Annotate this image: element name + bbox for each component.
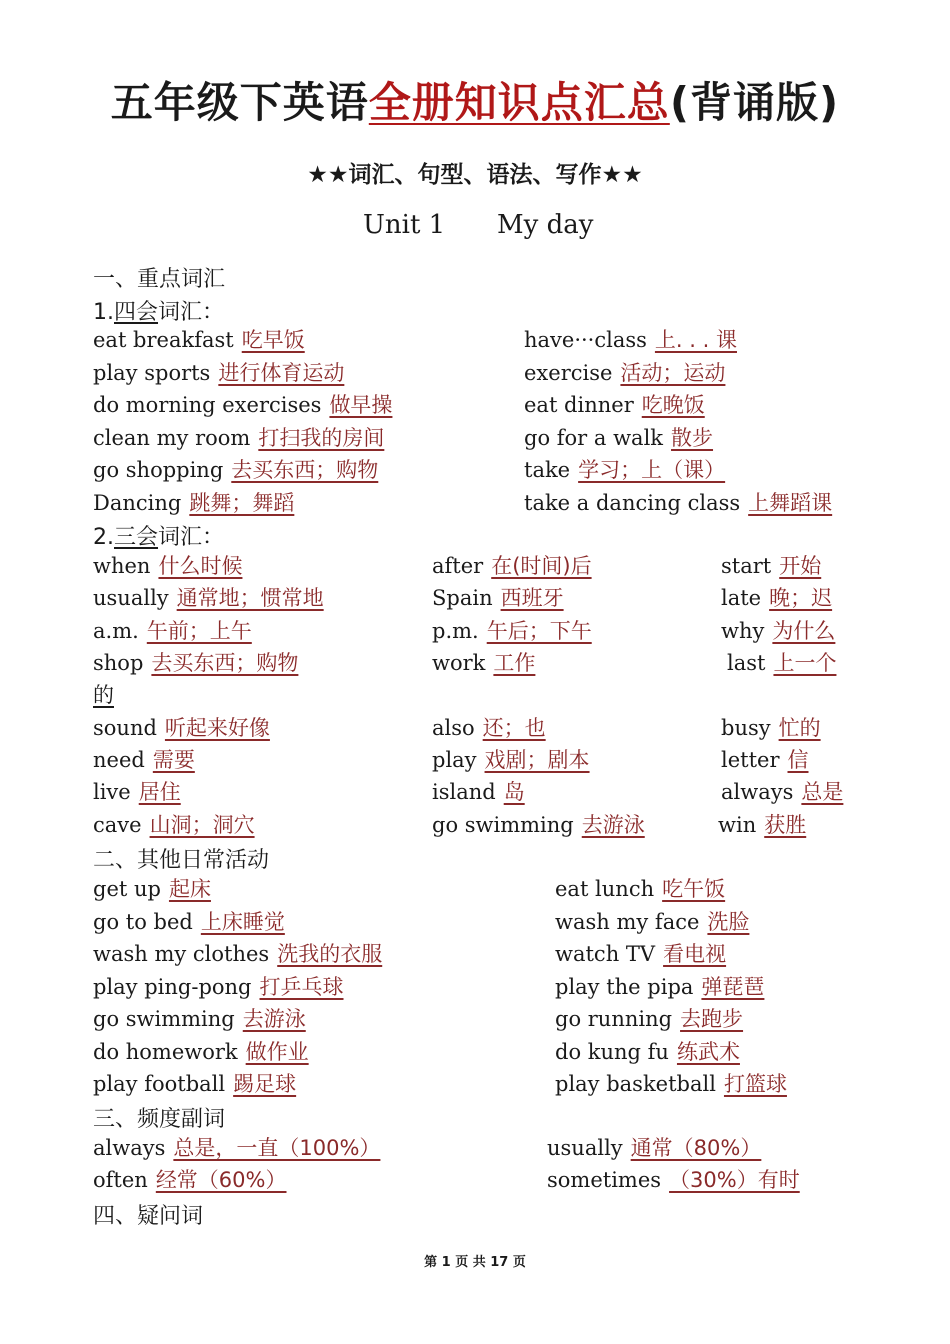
english-term: watch TV	[555, 942, 656, 966]
chinese-meaning: 吃晚饭	[641, 393, 705, 417]
chinese-meaning: 总是，一直（100%）	[173, 1136, 381, 1160]
english-term: eat breakfast	[93, 328, 234, 352]
vocab-entry	[93, 359, 344, 387]
chinese-meaning: 做作业	[245, 1039, 309, 1064]
unit-name: My day	[497, 210, 594, 240]
chinese-meaning: 上舞蹈课	[748, 490, 833, 515]
chinese-meaning: 进行体育运动	[218, 360, 345, 385]
english-term: exercise	[524, 360, 613, 385]
english-term: Dancing	[93, 490, 182, 515]
vocab-entry	[93, 1005, 306, 1033]
english-term: play	[432, 748, 477, 772]
vocab-entry	[93, 1038, 309, 1066]
english-term: shop	[93, 651, 144, 675]
document-subtitle: ★★词汇、句型、语法、写作★★	[307, 162, 643, 188]
english-term: need	[93, 748, 145, 772]
english-term: do homework	[93, 1039, 238, 1064]
vocab-entry	[721, 746, 809, 774]
english-term: when	[93, 554, 151, 578]
vocab-entry	[93, 714, 270, 742]
chinese-meaning: 午前；上午	[146, 619, 252, 643]
chinese-meaning: 吃早饭	[241, 328, 305, 352]
vocab-entry	[432, 811, 645, 839]
section-heading-frequency: 三、频度副词	[93, 1107, 226, 1132]
english-term: do morning exercises	[93, 393, 322, 417]
vocab-entry	[93, 1070, 296, 1098]
english-term: work	[432, 651, 486, 675]
english-term: go running	[555, 1007, 673, 1031]
vocab-entry	[721, 778, 843, 806]
english-term: cave	[93, 813, 142, 837]
english-term: win	[718, 813, 757, 837]
vocab-entry	[524, 424, 713, 452]
chinese-meaning: 练武术	[676, 1039, 740, 1064]
english-term: last	[727, 651, 766, 675]
vocab-entry	[93, 681, 114, 709]
vocab-entry	[555, 1005, 743, 1033]
chinese-meaning: 去跑步	[680, 1007, 744, 1031]
english-term: sound	[93, 716, 157, 740]
english-term: go to bed	[93, 909, 193, 934]
chinese-meaning: 吃午饭	[662, 877, 726, 901]
english-term: play ping-pong	[93, 974, 252, 999]
vocab-entry	[432, 552, 592, 580]
chinese-meaning: 岛	[503, 780, 525, 804]
chinese-meaning: 打扫我的房间	[258, 425, 385, 450]
vocab-entry	[524, 391, 705, 419]
chinese-meaning: 戏剧；剧本	[484, 748, 590, 772]
english-term: often	[93, 1168, 148, 1192]
chinese-meaning: 山洞；洞穴	[149, 813, 255, 837]
vocab-entry	[93, 778, 181, 806]
english-term: busy	[721, 716, 771, 740]
chinese-meaning: 去游泳	[581, 813, 645, 837]
chinese-meaning: 活动；运动	[620, 360, 726, 385]
english-term: get up	[93, 877, 161, 901]
english-term: have···class	[524, 328, 647, 352]
vocab-entry	[93, 424, 384, 452]
english-term: also	[432, 716, 475, 740]
vocab-entry	[718, 811, 806, 839]
section-heading-three-skill: 2.三会词汇：	[93, 525, 225, 550]
english-term: play sports	[93, 360, 211, 385]
english-term: always	[721, 780, 794, 804]
vocab-entry	[93, 908, 285, 936]
chinese-meaning: 什么时候	[158, 554, 243, 578]
vocab-entry	[93, 584, 324, 612]
english-term: go shopping	[93, 458, 224, 482]
chinese-meaning: 打乒乓球	[259, 974, 344, 999]
vocab-entry	[524, 456, 725, 484]
english-term: wash my face	[555, 909, 700, 934]
vocab-entry	[524, 326, 737, 354]
english-term: Spain	[432, 586, 493, 610]
chinese-meaning: 跳舞；舞蹈	[189, 490, 295, 515]
chinese-meaning: 西班牙	[500, 586, 564, 610]
vocab-entry	[93, 649, 298, 677]
chinese-meaning: 为什么	[772, 619, 836, 643]
vocab-entry	[432, 649, 535, 677]
chinese-meaning: 上. . . 课	[654, 328, 737, 352]
english-term: a.m.	[93, 619, 139, 643]
english-term: take a dancing class	[524, 490, 741, 515]
english-term: usually	[547, 1136, 623, 1160]
vocab-entry	[555, 940, 726, 968]
english-term: go for a walk	[524, 425, 664, 450]
english-term: wash my clothes	[93, 942, 270, 966]
chinese-meaning: 需要	[152, 748, 195, 772]
chinese-meaning: 经常（60%）	[155, 1168, 287, 1192]
english-term: usually	[93, 586, 169, 610]
english-term: after	[432, 554, 484, 578]
section-heading-daily-activities: 二、其他日常活动	[93, 848, 270, 873]
chinese-meaning: 学习；上（课）	[578, 458, 726, 482]
vocab-entry	[93, 940, 382, 968]
vocab-entry	[721, 714, 821, 742]
chinese-meaning: 的	[93, 683, 114, 707]
vocab-entry	[93, 1134, 380, 1162]
chinese-meaning: 洗我的衣服	[277, 942, 383, 966]
chinese-meaning: 上床睡觉	[200, 909, 285, 934]
vocab-entry	[432, 617, 592, 645]
chinese-meaning: 居住	[138, 780, 181, 804]
vocab-entry	[721, 584, 832, 612]
chinese-meaning: 做早操	[329, 393, 393, 417]
english-term: eat lunch	[555, 877, 655, 901]
english-term: play football	[93, 1072, 226, 1096]
chinese-meaning: 晚；迟	[769, 586, 833, 610]
chinese-meaning: 还；也	[482, 716, 546, 740]
chinese-meaning: 看电视	[663, 942, 727, 966]
vocab-entry	[93, 617, 252, 645]
english-term: go swimming	[93, 1007, 235, 1031]
chinese-meaning: （30%）有时	[669, 1168, 800, 1192]
chinese-meaning: 去买东西；购物	[231, 458, 379, 482]
vocab-entry	[93, 456, 378, 484]
english-term: live	[93, 780, 131, 804]
vocab-entry	[93, 1166, 287, 1194]
english-term: letter	[721, 748, 780, 772]
chinese-meaning: 获胜	[764, 813, 807, 837]
chinese-meaning: 弹琵琶	[701, 974, 765, 999]
english-term: take	[524, 458, 571, 482]
english-term: why	[721, 619, 765, 643]
vocab-entry	[555, 875, 725, 903]
english-term: p.m.	[432, 619, 479, 643]
vocab-entry	[432, 746, 590, 774]
unit-label: Unit 1	[363, 210, 446, 240]
section-heading-question-words: 四、疑问词	[93, 1204, 204, 1229]
vocab-entry	[93, 391, 392, 419]
vocab-entry	[93, 489, 294, 517]
chinese-meaning: 起床	[168, 877, 211, 901]
vocab-entry	[524, 489, 832, 517]
chinese-meaning: 午后；下午	[486, 619, 592, 643]
english-term: play the pipa	[555, 974, 694, 999]
english-term: eat dinner	[524, 393, 634, 417]
chinese-meaning: 洗脸	[707, 909, 750, 934]
vocab-entry	[432, 584, 564, 612]
english-term: start	[721, 554, 772, 578]
english-term: play basketball	[555, 1072, 716, 1096]
english-term: late	[721, 586, 762, 610]
english-term: always	[93, 1136, 166, 1160]
chinese-meaning: 踢足球	[233, 1072, 297, 1096]
vocab-entry	[547, 1166, 800, 1194]
chinese-meaning: 去买东西；购物	[151, 651, 299, 675]
english-term: go swimming	[432, 813, 574, 837]
chinese-meaning: 在(时间)后	[491, 554, 592, 578]
english-term: clean my room	[93, 425, 251, 450]
chinese-meaning: 开始	[779, 554, 822, 578]
vocab-entry	[93, 811, 255, 839]
chinese-meaning: 通常（80%）	[630, 1136, 762, 1160]
english-term: island	[432, 780, 496, 804]
english-term: sometimes	[547, 1168, 662, 1192]
chinese-meaning: 工作	[493, 651, 536, 675]
vocab-entry	[721, 617, 835, 645]
chinese-meaning: 信	[787, 748, 809, 772]
chinese-meaning: 通常地；惯常地	[176, 586, 324, 610]
chinese-meaning: 去游泳	[242, 1007, 306, 1031]
vocab-entry	[524, 359, 725, 387]
vocab-entry	[547, 1134, 761, 1162]
chinese-meaning: 散步	[671, 425, 714, 450]
vocab-entry	[93, 973, 344, 1001]
vocab-entry	[432, 778, 525, 806]
section-heading-four-skill: 1.四会词汇：	[93, 300, 225, 325]
vocab-entry	[555, 1070, 787, 1098]
vocab-entry	[93, 326, 305, 354]
vocab-entry	[555, 973, 764, 1001]
vocab-entry	[727, 649, 836, 677]
vocab-entry	[93, 746, 195, 774]
chinese-meaning: 总是	[801, 780, 844, 804]
vocab-entry	[432, 714, 546, 742]
vocab-entry	[555, 908, 749, 936]
vocab-entry	[93, 875, 211, 903]
page-footer: 第 1 页 共 17 页	[424, 1255, 526, 1270]
chinese-meaning: 上一个	[773, 651, 837, 675]
vocab-entry	[93, 552, 242, 580]
english-term: do kung fu	[555, 1039, 669, 1064]
vocab-entry	[555, 1038, 740, 1066]
vocab-entry	[721, 552, 821, 580]
chinese-meaning: 听起来好像	[164, 716, 270, 740]
chinese-meaning: 忙的	[778, 716, 821, 740]
chinese-meaning: 打篮球	[723, 1072, 787, 1096]
document-title: 五年级下英语全册知识点汇总(背诵版)	[110, 78, 840, 127]
section-heading-key-vocab: 一、重点词汇	[93, 267, 226, 292]
